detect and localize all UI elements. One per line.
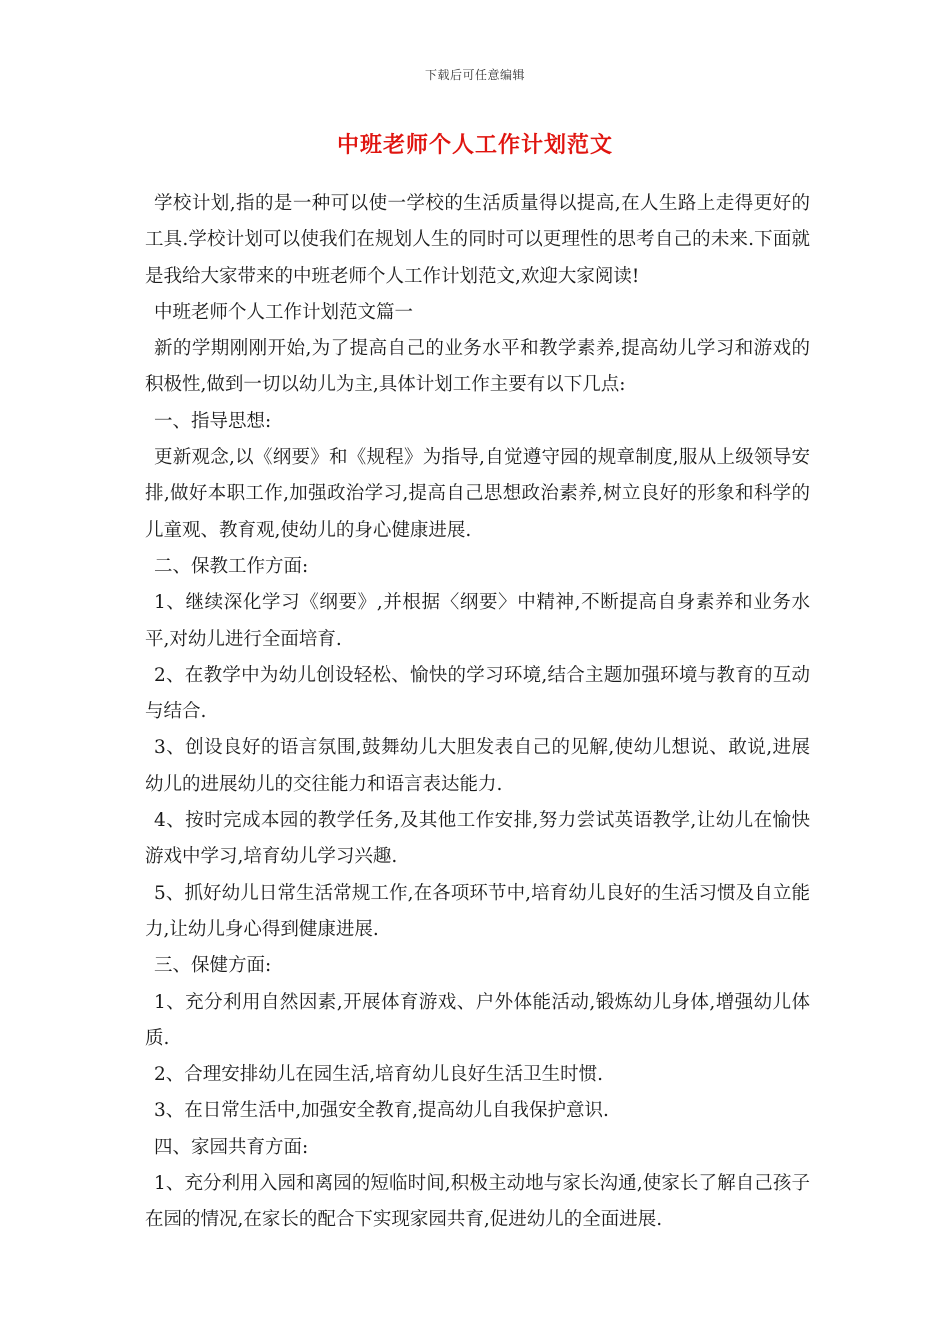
- section-heading-part-one: 中班老师个人工作计划范文篇一: [154, 301, 414, 323]
- paragraph-guiding-thought: 更新观念,以《纲要》和《规程》为指导,自觉遵守园的规章制度,服从上级领导安排,做好本职工作,加强政治学习,提高自己思想政治素养,树立良好的形象和科学的儿童观、教育观,使幼儿的身心健康进展.: [145, 447, 810, 541]
- section-heading-guiding-thought: 一、指导思想:: [154, 410, 272, 432]
- list-item: 3、创设良好的语言氛围,鼓舞幼儿大胆发表自己的见解,使幼儿想说、敢说,进展幼儿的进展幼儿的交往能力和语言表达能力.: [145, 737, 810, 795]
- section-heading-home-school: 四、家园共育方面:: [154, 1136, 309, 1158]
- list-item: 2、在教学中为幼儿创设轻松、愉快的学习环境,结合主题加强环境与教育的互动与结合.: [145, 664, 810, 723]
- list-item: 4、按时完成本园的教学任务,及其他工作安排,努力尝试英语教学,让幼儿在愉快游戏中学习,培育幼儿学习兴趣.: [145, 810, 810, 868]
- section-heading-teaching-work: 二、保教工作方面:: [154, 555, 309, 577]
- list-item: 1、继续深化学习《纲要》,并根据〈纲要〉中精神,不断提高自身素养和业务水平,对幼儿进行全面培育.: [145, 592, 810, 650]
- paragraph-opening: 新的学期刚刚开始,为了提高自己的业务水平和教学素养,提高幼儿学习和游戏的积极性,做到一切以幼儿为主,具体计划工作主要有以下几点:: [145, 338, 810, 396]
- header-note: 下载后可任意编辑: [424, 68, 525, 82]
- list-item: 5、抓好幼儿日常生活常规工作,在各项环节中,培育幼儿良好的生活习惯及自立能力,让幼儿身心得到健康进展.: [145, 882, 810, 940]
- document-title: 中班老师个人工作计划范文: [336, 132, 613, 158]
- document-body: [145, 186, 810, 1239]
- list-item: 2、合理安排幼儿在园生活,培育幼儿良好生活卫生时惯.: [154, 1064, 604, 1086]
- section-heading-health-care: 三、保健方面:: [154, 955, 272, 977]
- list-item: 1、充分利用自然因素,开展体育游戏、户外体能活动,锻炼幼儿身体,增强幼儿体质.: [145, 991, 810, 1049]
- list-item: 1、充分利用入园和离园的短临时间,积极主动地与家长沟通,使家长了解自己孩子在园的情况,在家长的配合下实现家园共育,促进幼儿的全面进展.: [145, 1173, 810, 1231]
- paragraph-intro: 学校计划,指的是一种可以使一学校的生活质量得以提高,在人生路上走得更好的工具.学校计划可以使我们在规划人生的同时可以更理性的思考自己的未来.下面就是我给大家带来的中班老师个人工作计划范文,欢迎大家阅读!: [145, 193, 810, 287]
- list-item: 3、在日常生活中,加强安全教育,提高幼儿自我保护意识.: [154, 1100, 609, 1122]
